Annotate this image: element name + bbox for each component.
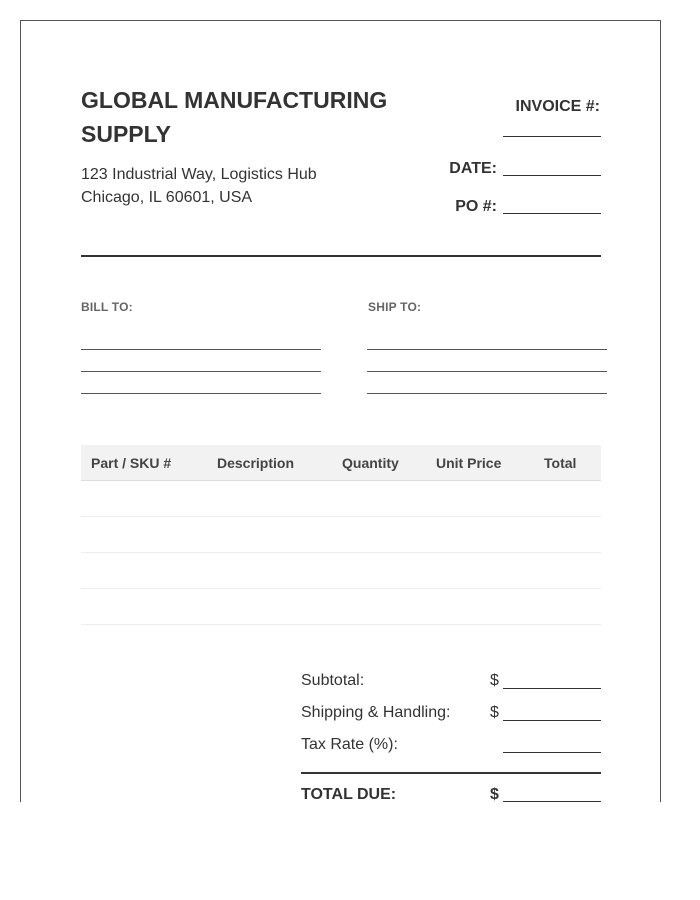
- subtotal-currency: $: [490, 672, 499, 689]
- table-row: [81, 517, 601, 553]
- table-cell[interactable]: [544, 481, 601, 517]
- po-number-field[interactable]: [503, 213, 601, 214]
- column-header-unit-price: Unit Price: [436, 454, 502, 471]
- table-cell[interactable]: [436, 589, 544, 625]
- table-cell[interactable]: [436, 517, 544, 553]
- invoice-page: [20, 20, 661, 802]
- ship-to-line-1[interactable]: [367, 349, 607, 350]
- bill-to-line-1[interactable]: [81, 349, 321, 350]
- table-cell[interactable]: [436, 481, 544, 517]
- table-cell[interactable]: [81, 517, 217, 553]
- invoice-number-label: INVOICE #:: [515, 98, 600, 115]
- ship-to-line-2[interactable]: [367, 371, 607, 372]
- table-cell[interactable]: [339, 481, 436, 517]
- po-number-label: PO #:: [455, 198, 497, 215]
- line-items-table: [81, 445, 601, 625]
- bill-to-label: BILL TO:: [81, 300, 133, 314]
- tax-rate-field[interactable]: [503, 752, 601, 753]
- table-row: [81, 589, 601, 625]
- invoice-number-field[interactable]: [503, 136, 601, 137]
- date-field[interactable]: [503, 175, 601, 176]
- address-line-2: Chicago, IL 60601, USA: [81, 189, 253, 206]
- table-cell[interactable]: [81, 589, 217, 625]
- ship-to-label: SHIP TO:: [368, 300, 422, 314]
- tax-rate-label: Tax Rate (%):: [301, 736, 398, 753]
- address-line-1: 123 Industrial Way, Logistics Hub: [81, 166, 317, 183]
- column-header-description: Description: [217, 454, 295, 471]
- subtotal-label: Subtotal:: [301, 672, 365, 689]
- subtotal-field[interactable]: [503, 688, 601, 689]
- shipping-currency: $: [490, 704, 499, 721]
- column-header-total: Total: [544, 454, 577, 471]
- column-header-quantity: Quantity: [342, 454, 399, 471]
- table-cell[interactable]: [217, 589, 339, 625]
- table-cell[interactable]: [339, 553, 436, 589]
- table-cell[interactable]: [339, 517, 436, 553]
- table-cell[interactable]: [217, 481, 339, 517]
- bill-to-line-3[interactable]: [81, 393, 321, 394]
- bill-to-line-2[interactable]: [81, 371, 321, 372]
- total-due-label: TOTAL DUE:: [301, 786, 397, 803]
- table-cell[interactable]: [544, 589, 601, 625]
- table-cell[interactable]: [217, 517, 339, 553]
- ship-to-line-3[interactable]: [367, 393, 607, 394]
- table-row: [81, 481, 601, 517]
- table-cell[interactable]: [544, 517, 601, 553]
- table-cell[interactable]: [81, 481, 217, 517]
- table-cell[interactable]: [217, 553, 339, 589]
- shipping-field[interactable]: [503, 720, 601, 721]
- table-cell[interactable]: [544, 553, 601, 589]
- company-address: [81, 163, 317, 209]
- table-row: [81, 553, 601, 589]
- total-due-field[interactable]: [503, 801, 601, 802]
- column-header-sku: Part / SKU #: [91, 454, 172, 471]
- table-cell[interactable]: [339, 589, 436, 625]
- company-name: GLOBAL MANUFACTURING SUPPLY: [81, 87, 388, 147]
- table-cell[interactable]: [436, 553, 544, 589]
- totals-divider: [301, 772, 601, 774]
- header-divider: [81, 255, 601, 257]
- table-header-row: [81, 445, 601, 481]
- date-label: DATE:: [449, 160, 497, 177]
- table-cell[interactable]: [81, 553, 217, 589]
- shipping-label: Shipping & Handling:: [301, 704, 451, 721]
- total-due-currency: $: [490, 786, 499, 803]
